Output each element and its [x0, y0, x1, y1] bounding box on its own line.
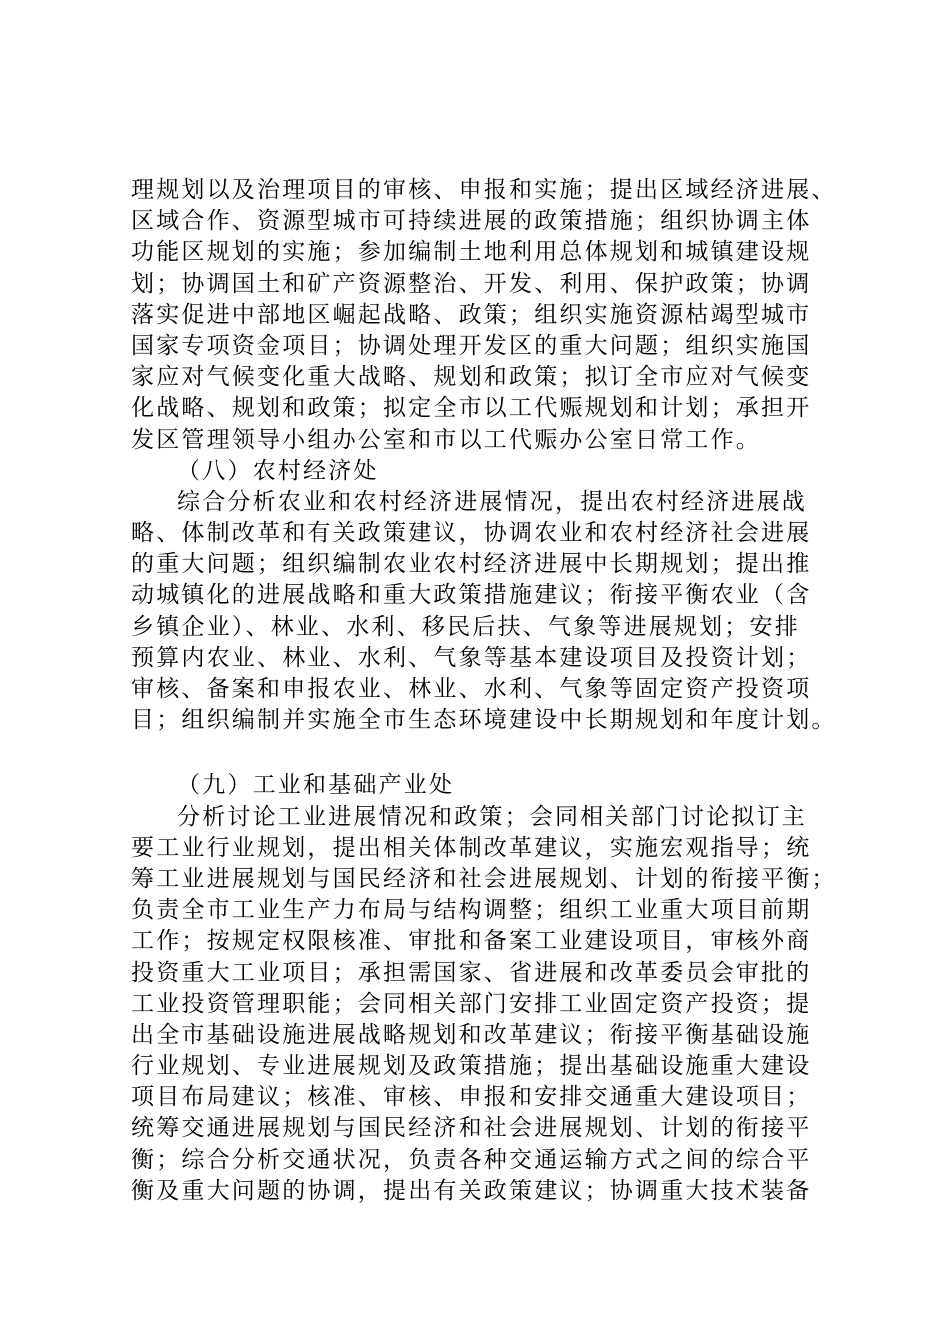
paragraph-line: 工作；按规定权限核准、审批和备案工业建设项目，审核外商	[131, 928, 812, 955]
section-heading: （八）农村经济处	[177, 457, 379, 484]
paragraph-line: 统筹交通进展规划与国民经济和社会进展规划、计划的衔接平	[131, 1115, 812, 1142]
paragraph-line: 国家专项资金项目；协调处理开发区的重大问题；组织实施国	[131, 332, 812, 359]
paragraph-line: 发区管理领导小组办公室和市以工代赈办公室日常工作。	[131, 426, 761, 453]
paragraph-line: 目；组织编制并实施全市生态环境建设中长期规划和年度计划。	[131, 707, 837, 734]
paragraph-line: 预算内农业、林业、水利、气象等基本建设项目及投资计划；	[131, 644, 812, 671]
section-7-continued	[131, 175, 837, 456]
paragraph-line: 负责全市工业生产力布局与结构调整；组织工业重大项目前期	[131, 897, 812, 924]
paragraph-line: 工业投资管理职能；会同相关部门安排工业固定资产投资；提	[131, 990, 812, 1017]
paragraph-line: 的重大问题；组织编制农业农村经济进展中长期规划；提出推	[131, 551, 812, 578]
section-heading: （九）工业和基础产业处	[177, 772, 455, 799]
paragraph-line: 理规划以及治理项目的审核、申报和实施；提出区域经济进展、	[131, 177, 837, 203]
paragraph-line: 功能区规划的实施；参加编制土地利用总体规划和城镇建设规	[131, 239, 812, 266]
section-8	[131, 456, 837, 737]
paragraph-line: 划；协调国土和矿产资源整治、开发、利用、保护政策；协调	[131, 270, 812, 297]
document-page	[131, 175, 837, 1207]
paragraph-line: 出全市基础设施进展战略规划和改革建议；衔接平衡基础设施	[131, 1021, 812, 1048]
paragraph-line: 化战略、规划和政策；拟定全市以工代赈规划和计划；承担开	[131, 395, 812, 422]
paragraph-line: 分析讨论工业进展情况和政策；会同相关部门讨论拟订主	[177, 803, 807, 830]
paragraph-line: 衡；综合分析交通状况，负责各种交通运输方式之间的综合平	[131, 1146, 812, 1173]
paragraph-line: 项目布局建议；核准、审核、申报和安排交通重大建设项目；	[131, 1084, 812, 1111]
section-9	[131, 770, 837, 1207]
paragraph-line: 要工业行业规划，提出相关体制改革建议，实施宏观指导；统	[131, 834, 812, 861]
paragraph-line: 动城镇化的进展战略和重大政策措施建议；衔接平衡农业（含	[131, 582, 812, 609]
paragraph-line: 落实促进中部地区崛起战略、政策；组织实施资源枯竭型城市	[131, 301, 812, 328]
paragraph-line: 审核、备案和申报农业、林业、水利、气象等固定资产投资项	[131, 676, 812, 702]
section-spacer	[131, 736, 831, 770]
paragraph-line: 区域合作、资源型城市可持续进展的政策措施；组织协调主体	[131, 208, 812, 235]
paragraph-line: 略、体制改革和有关政策建议，协调农业和农村经济社会进展	[131, 520, 812, 547]
paragraph-line: 综合分析农业和农村经济进展情况，提出农村经济进展战	[177, 488, 807, 515]
paragraph-line: 筹工业进展规划与国民经济和社会进展规划、计划的衔接平衡；	[131, 865, 837, 892]
paragraph-line: 衡及重大问题的协调，提出有关政策建议；协调重大技术装备	[131, 1177, 812, 1204]
paragraph-line: 乡镇企业）、林业、水利、移民后扶、气象等进展规划；安排	[131, 613, 800, 640]
paragraph-line: 行业规划、专业进展规划及政策措施；提出基础设施重大建设	[131, 1053, 812, 1080]
paragraph-line: 投资重大工业项目；承担需国家、省进展和改革委员会审批的	[131, 959, 812, 986]
paragraph-line: 家应对气候变化重大战略、规划和政策；拟订全市应对气候变	[131, 364, 812, 391]
